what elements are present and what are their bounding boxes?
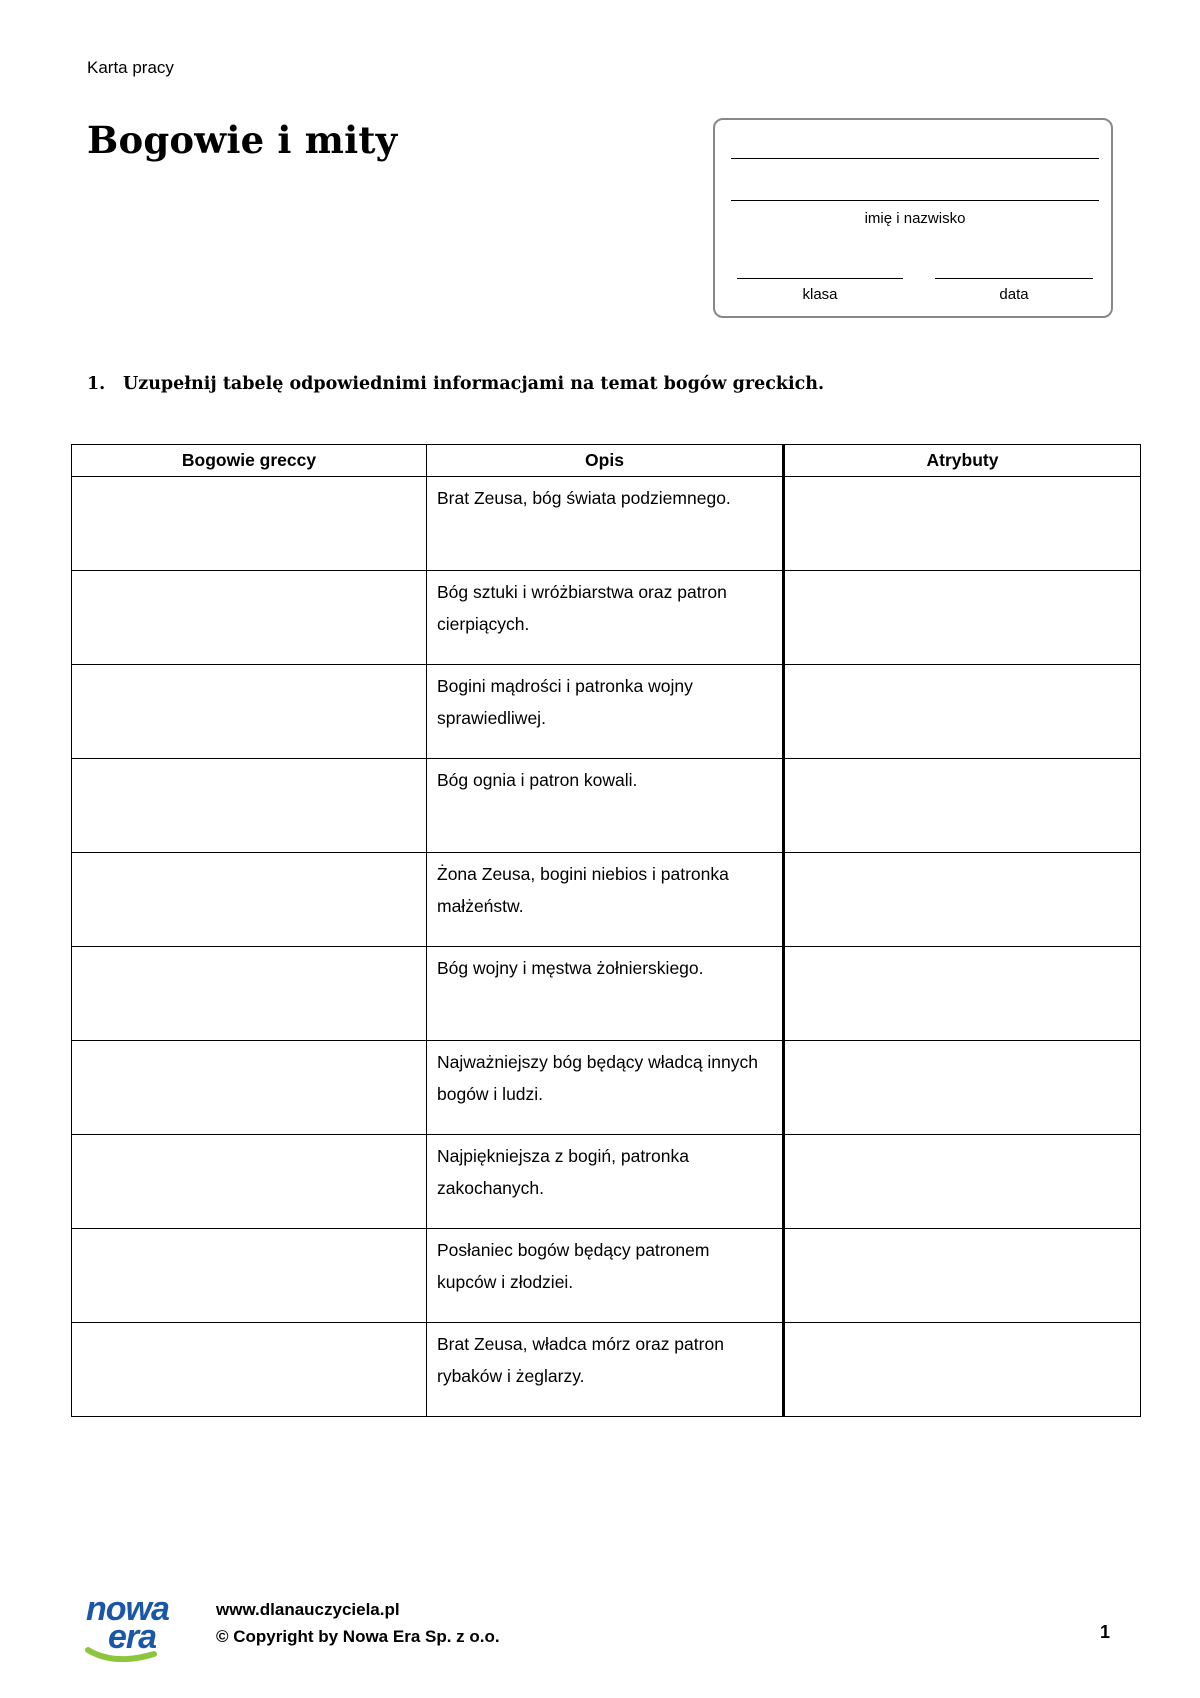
attributes-cell[interactable] [784,853,1141,947]
table-row [72,477,1141,571]
table-row [72,759,1141,853]
column-header-description: Opis [427,445,784,477]
attributes-cell[interactable] [784,1135,1141,1229]
nowa-era-logo [84,1590,184,1662]
description-cell: Bóg sztuki i wróżbiarstwa oraz patron cierpiących. [427,571,784,665]
class-line[interactable] [737,278,903,279]
name-line-2[interactable] [731,200,1099,201]
table-header-row [72,445,1141,477]
column-header-attributes: Atrybuty [784,445,1141,477]
attributes-cell[interactable] [784,1041,1141,1135]
description-cell: Najważniejszy bóg będący władcą innych bogów i ludzi. [427,1041,784,1135]
footer-website-link[interactable]: www.dlanauczyciela.pl [216,1600,400,1619]
attributes-cell[interactable] [784,665,1141,759]
god-name-cell[interactable] [72,853,427,947]
attributes-cell[interactable] [784,1229,1141,1323]
column-header-gods: Bogowie greccy [72,445,427,477]
class-label: klasa [802,286,838,303]
logo-word-nowa: nowa [86,1590,169,1628]
footer-copyright: © Copyright by Nowa Era Sp. z o.o. [216,1627,500,1646]
description-cell: Brat Zeusa, bóg świata podziemnego. [427,477,784,571]
god-name-cell[interactable] [72,759,427,853]
table-row [72,947,1141,1041]
table-row [72,1135,1141,1229]
description-cell: Bogini mądrości i patronka wojny sprawiedliwej. [427,665,784,759]
description-cell: Bóg ognia i patron kowali. [427,759,784,853]
name-line-1[interactable] [731,158,1099,159]
name-label: imię i nazwisko [864,210,966,227]
table-row [72,571,1141,665]
gods-table [71,444,1141,1417]
god-name-cell[interactable] [72,571,427,665]
table-row [72,1041,1141,1135]
task-text: Uzupełnij tabelę odpowiednimi informacjami na temat bogów greckich. [123,374,825,394]
god-name-cell[interactable] [72,1135,427,1229]
task-instruction [87,374,824,394]
description-cell: Żona Zeusa, bogini niebios i patronka małżeństw. [427,853,784,947]
attributes-cell[interactable] [784,477,1141,571]
god-name-cell[interactable] [72,665,427,759]
description-cell: Najpiękniejsza z bogiń, patronka zakochanych. [427,1135,784,1229]
task-number: 1. [87,374,106,394]
description-cell: Posłaniec bogów będący patronem kupców i złodziei. [427,1229,784,1323]
attributes-cell[interactable] [784,1323,1141,1417]
date-label: data [999,286,1029,303]
god-name-cell[interactable] [72,477,427,571]
date-line[interactable] [935,278,1093,279]
attributes-cell[interactable] [784,947,1141,1041]
table-row [72,1229,1141,1323]
attributes-cell[interactable] [784,759,1141,853]
god-name-cell[interactable] [72,1229,427,1323]
student-info-box [713,118,1113,318]
god-name-cell[interactable] [72,1041,427,1135]
table-row [72,853,1141,947]
table-row [72,665,1141,759]
god-name-cell[interactable] [72,1323,427,1417]
worksheet-label: Karta pracy [87,58,174,77]
table-row [72,1323,1141,1417]
god-name-cell[interactable] [72,947,427,1041]
attributes-cell[interactable] [784,571,1141,665]
page-title: Bogowie i mity [87,118,398,162]
logo-word-era: era [108,1618,157,1656]
description-cell: Bóg wojny i męstwa żołnierskiego. [427,947,784,1041]
footer-info [216,1596,500,1650]
page-number: 1 [1100,1622,1111,1642]
description-cell: Brat Zeusa, władca mórz oraz patron rybaków i żeglarzy. [427,1323,784,1417]
